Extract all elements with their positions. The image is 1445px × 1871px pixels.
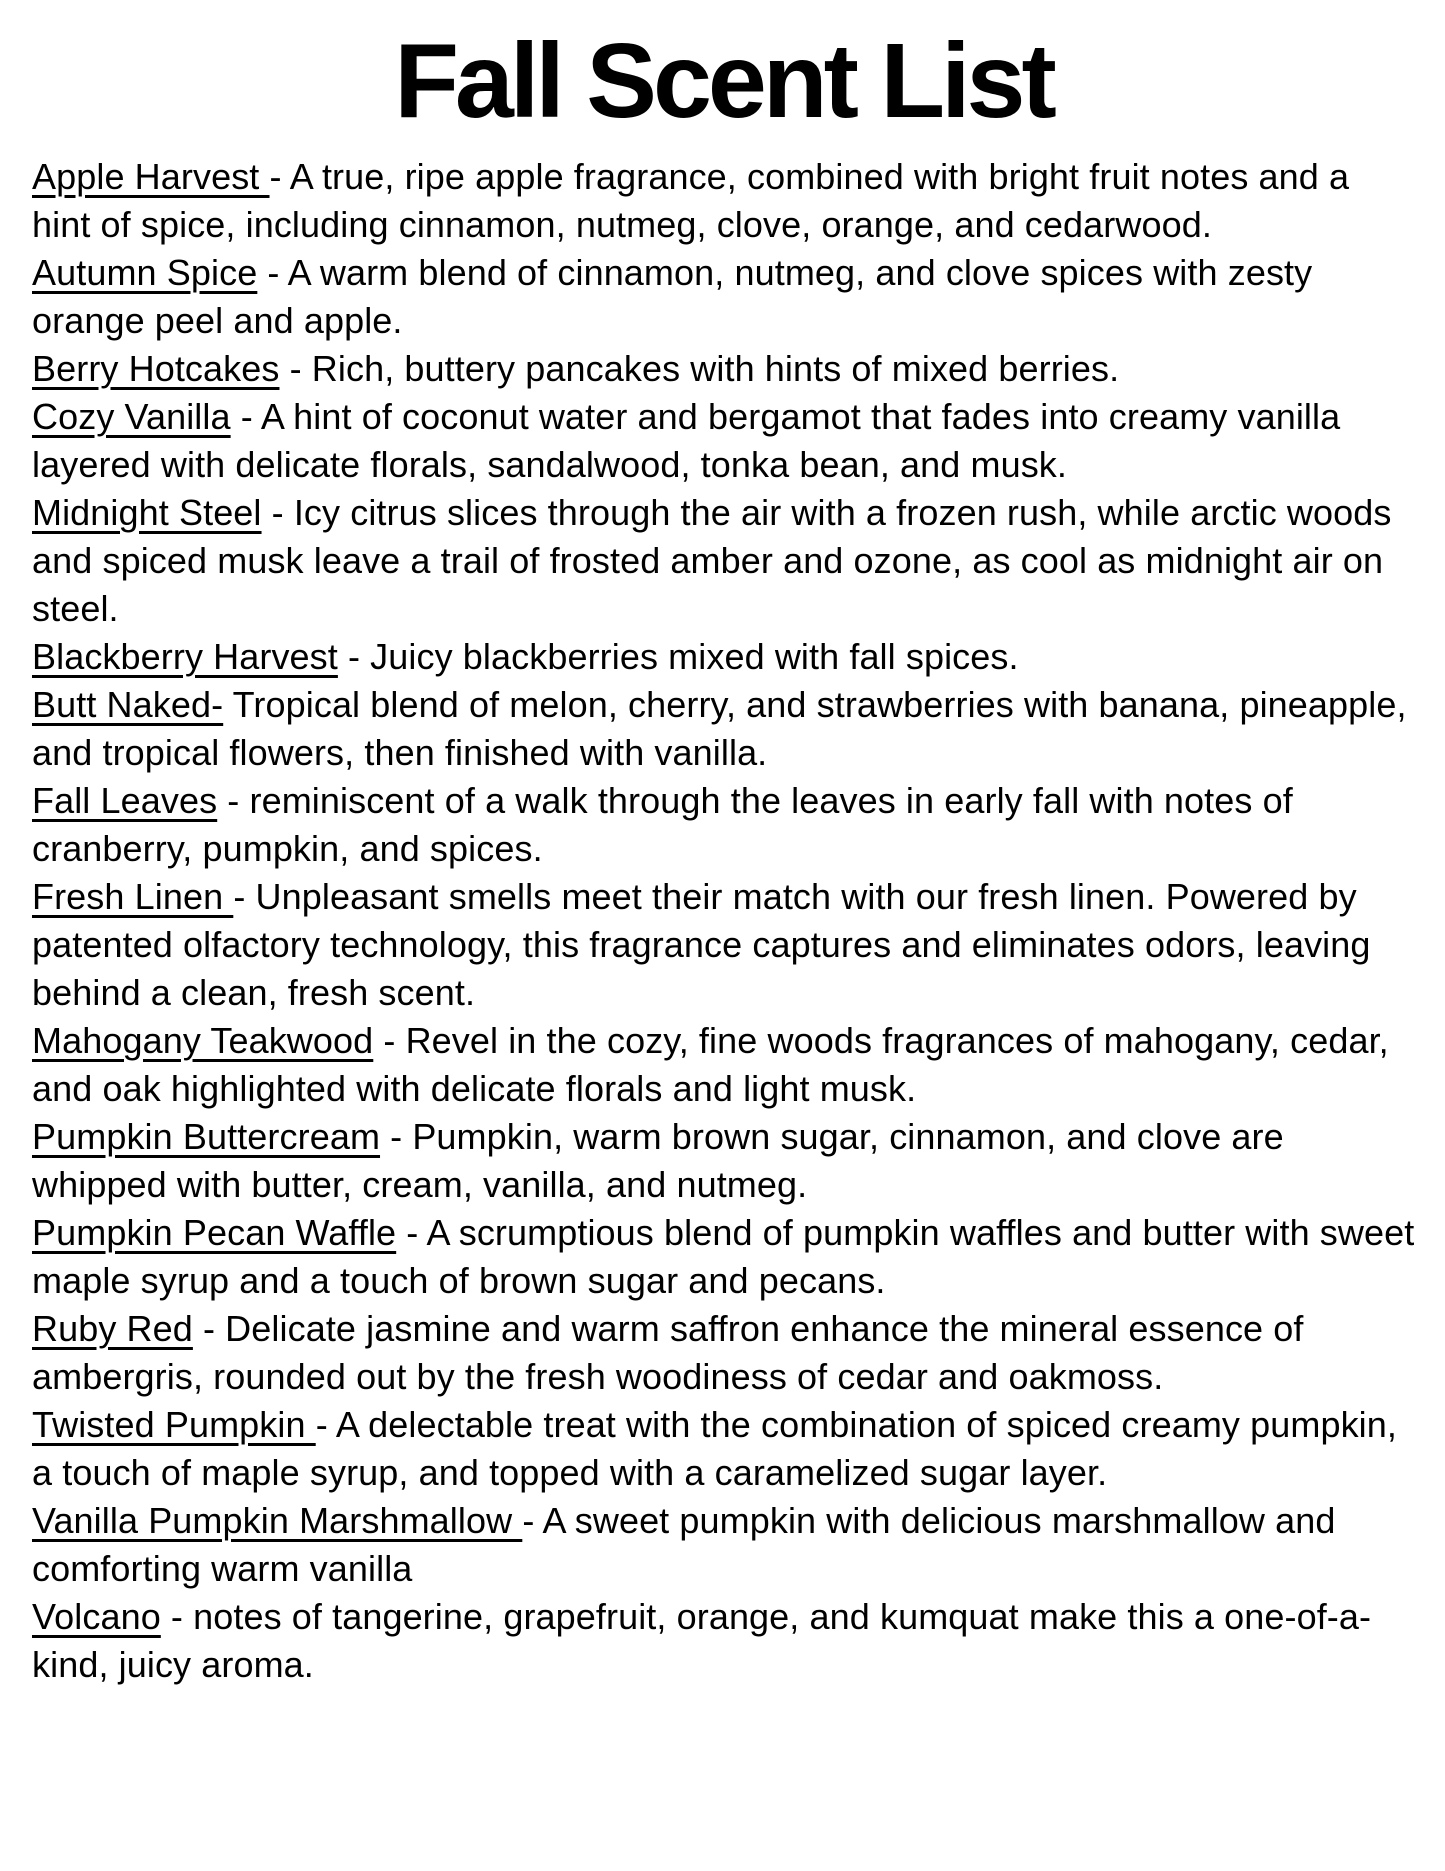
scent-description: Tropical blend of melon, cherry, and strawberries with banana, pineapple, and tropical flowers, then finished with vanilla.: [32, 683, 1407, 773]
scent-item: [32, 1593, 1415, 1689]
scent-item: [32, 1401, 1415, 1497]
scent-item: [32, 873, 1415, 1017]
scent-list: [32, 153, 1415, 1689]
scent-name: Berry Hotcakes: [32, 347, 280, 389]
scent-item: [32, 489, 1415, 633]
scent-description: - Revel in the cozy, fine woods fragrances of mahogany, cedar, and oak highlighted with delicate florals and light musk.: [32, 1019, 1389, 1109]
scent-description: - A true, ripe apple fragrance, combined with bright fruit notes and a hint of spice, including cinnamon, nutmeg, clove, orange, and cedarwood.: [32, 155, 1350, 245]
scent-item: [32, 153, 1415, 249]
scent-item: [32, 777, 1415, 873]
scent-name: Apple Harvest: [32, 155, 270, 197]
scent-description: - A scrumptious blend of pumpkin waffles and butter with sweet maple syrup and a touch of brown sugar and pecans.: [32, 1211, 1415, 1301]
scent-description: - A sweet pumpkin with delicious marshmallow and comforting warm vanilla: [32, 1499, 1336, 1589]
scent-item: [32, 633, 1415, 681]
scent-item: [32, 249, 1415, 345]
scent-description: - Delicate jasmine and warm saffron enhance the mineral essence of ambergris, rounded out by the fresh woodiness of cedar and oakmoss.: [32, 1307, 1304, 1397]
scent-description: - reminiscent of a walk through the leaves in early fall with notes of cranberry, pumpkin, and spices.: [32, 779, 1293, 869]
scent-name: Fall Leaves: [32, 779, 218, 821]
page-title: Fall Scent List: [394, 22, 1053, 140]
scent-name: Pumpkin Pecan Waffle: [32, 1211, 397, 1253]
scent-item: [32, 1305, 1415, 1401]
scent-name: Cozy Vanilla: [32, 395, 231, 437]
scent-item: [32, 1497, 1415, 1593]
scent-name: Ruby Red: [32, 1307, 193, 1349]
scent-description: - Pumpkin, warm brown sugar, cinnamon, and clove are whipped with butter, cream, vanilla, and nutmeg.: [32, 1115, 1284, 1205]
scent-item: [32, 345, 1415, 393]
scent-description: - Juicy blackberries mixed with fall spices.: [337, 635, 1019, 677]
scent-description: - A hint of coconut water and bergamot that fades into creamy vanilla layered with delicate florals, sandalwood, tonka bean, and musk.: [32, 395, 1341, 485]
scent-description: - notes of tangerine, grapefruit, orange, and kumquat make this a one-of-a-kind, juicy aroma.: [32, 1595, 1372, 1685]
scent-name: Butt Naked-: [32, 683, 224, 725]
scent-name: Midnight Steel: [32, 491, 262, 533]
scent-description: - Rich, buttery pancakes with hints of mixed berries.: [279, 347, 1120, 389]
scent-name: Vanilla Pumpkin Marshmallow: [32, 1499, 523, 1541]
scent-name: Fresh Linen: [32, 875, 234, 917]
scent-item: [32, 1209, 1415, 1305]
scent-name: Twisted Pumpkin: [32, 1403, 316, 1445]
scent-name: Pumpkin Buttercream: [32, 1115, 381, 1157]
scent-name: Autumn Spice: [32, 251, 258, 293]
scent-item: [32, 393, 1415, 489]
scent-description: - A delectable treat with the combination of spiced creamy pumpkin, a touch of maple syrup, and topped with a caramelized sugar layer.: [32, 1403, 1397, 1493]
scent-item: [32, 681, 1415, 777]
scent-description: - Icy citrus slices through the air with a frozen rush, while arctic woods and spiced musk leave a trail of frosted amber and ozone, as cool as midnight air on steel.: [32, 491, 1392, 629]
scent-name: Volcano: [32, 1595, 161, 1637]
scent-name: Blackberry Harvest: [32, 635, 338, 677]
scent-item: [32, 1017, 1415, 1113]
scent-name: Mahogany Teakwood: [32, 1019, 374, 1061]
scent-description: - A warm blend of cinnamon, nutmeg, and clove spices with zesty orange peel and apple.: [32, 251, 1313, 341]
scent-description: - Unpleasant smells meet their match with our fresh linen. Powered by patented olfactory technology, this fragrance captures and eliminates odors, leaving behind a clean, fresh scent.: [32, 875, 1371, 1013]
scent-item: [32, 1113, 1415, 1209]
